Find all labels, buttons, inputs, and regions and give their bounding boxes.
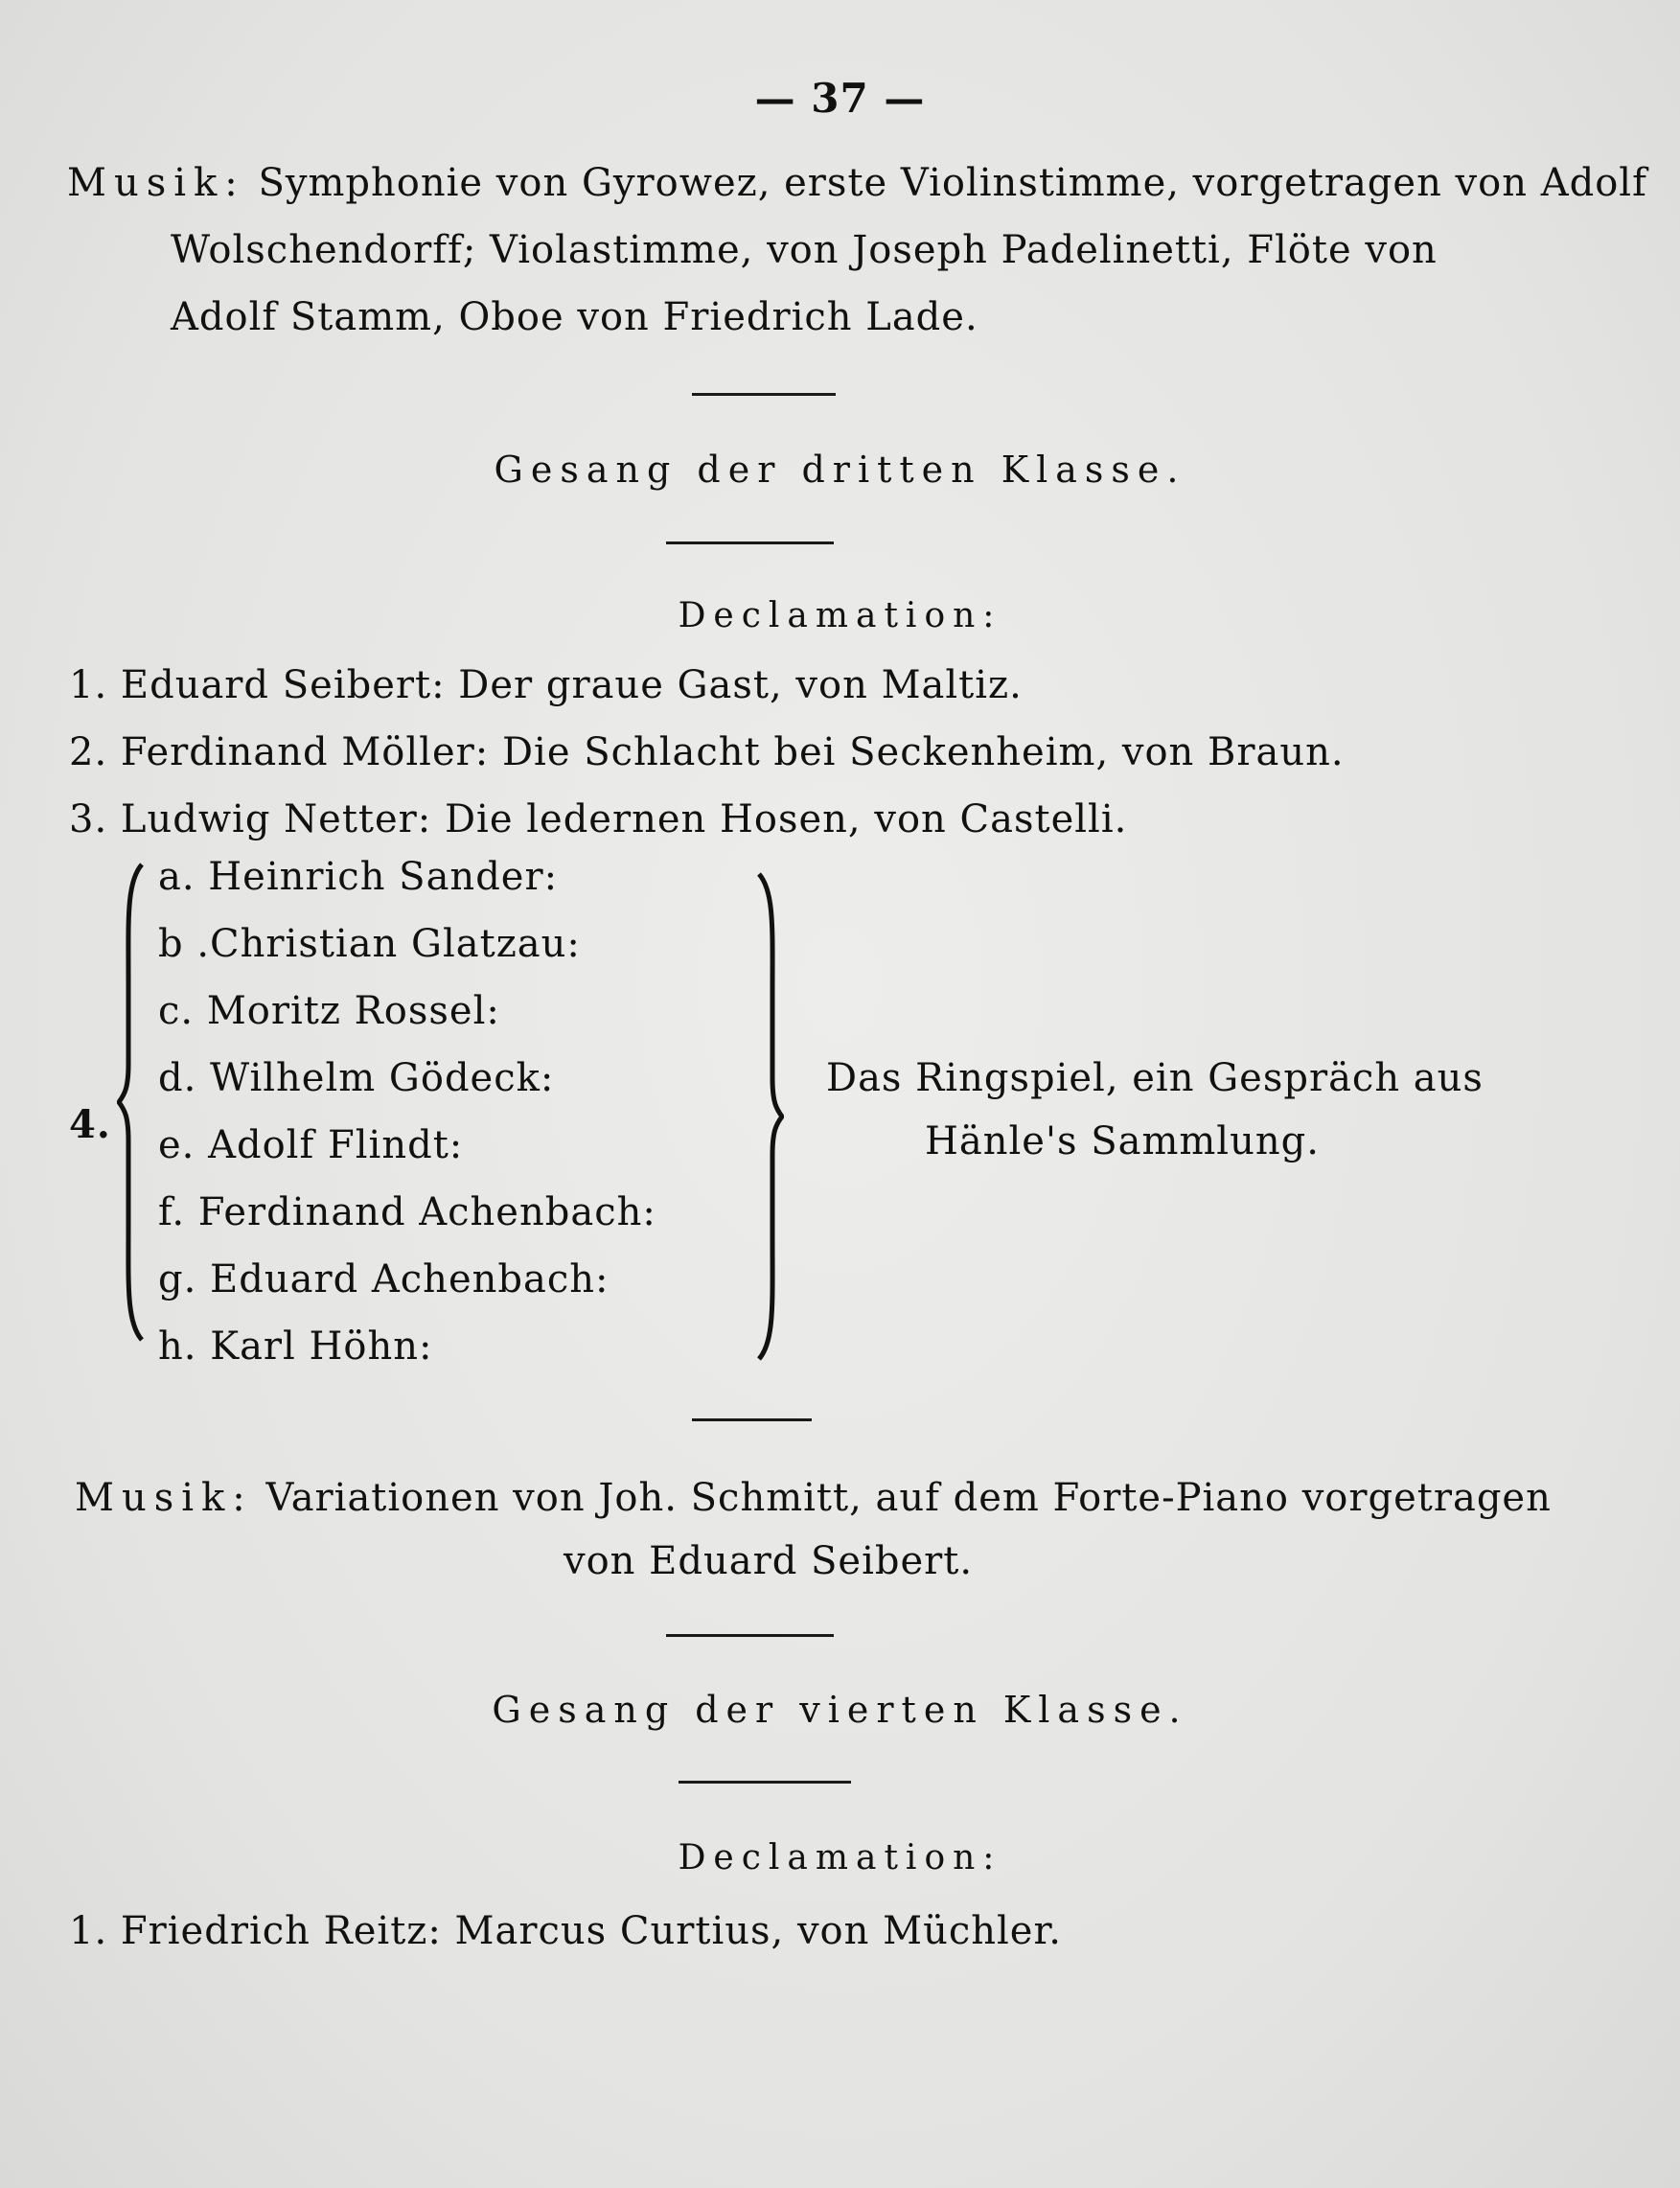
- participant-name: g. Eduard Achenbach:: [158, 1257, 610, 1301]
- declamation-title: Declamation:: [678, 1838, 1002, 1877]
- music2-line2: von Eduard Seibert.: [564, 1539, 974, 1583]
- participant-name: a. Heinrich Sander:: [158, 855, 559, 899]
- declamation-item: [69, 663, 1023, 707]
- item-number: 1.: [69, 1909, 108, 1953]
- declamation-item: [69, 1909, 1062, 1953]
- divider: [666, 1634, 834, 1637]
- participant-name: c. Moritz Rossel:: [158, 989, 500, 1033]
- item-number: 2.: [69, 730, 108, 774]
- page-number: — 37 —: [754, 75, 926, 122]
- music1-line1: [67, 161, 1647, 205]
- music1-line3: Adolf Stamm, Oboe von Friedrich Lade.: [171, 295, 978, 339]
- item-text: Friedrich Reitz: Marcus Curtius, von Müchler.: [120, 1909, 1062, 1953]
- piece-title-line1: Das Ringspiel, ein Gespräch aus: [826, 1056, 1484, 1100]
- left-brace: [117, 863, 146, 1342]
- participant-name: f. Ferdinand Achenbach:: [158, 1190, 656, 1234]
- group-number: 4.: [69, 1102, 111, 1147]
- declamation-item: [69, 730, 1345, 774]
- music1-text-1: Symphonie von Gyrowez, erste Violinstimme, vorgetragen von Adolf: [258, 161, 1647, 205]
- divider: [692, 1418, 812, 1421]
- participant-name: e. Adolf Flindt:: [158, 1123, 464, 1167]
- participant-name: d. Wilhelm Gödeck:: [158, 1056, 555, 1100]
- right-brace: [755, 872, 784, 1361]
- item-text: Ferdinand Möller: Die Schlacht bei Seckenheim, von Braun.: [120, 730, 1345, 774]
- divider: [692, 393, 836, 396]
- music-label: Musik:: [75, 1476, 253, 1520]
- participant-name: b .Christian Glatzau:: [158, 922, 581, 966]
- declamation-item: [69, 797, 1127, 841]
- section-heading-fourth-class: Gesang der vierten Klasse.: [492, 1689, 1188, 1731]
- music2-line1: [75, 1476, 1552, 1520]
- divider: [666, 541, 834, 544]
- section-heading-third-class: Gesang der dritten Klasse.: [494, 449, 1186, 491]
- item-text: Ludwig Netter: Die ledernen Hosen, von Castelli.: [120, 797, 1128, 841]
- item-number: 1.: [69, 663, 108, 707]
- music1-line2: Wolschendorff; Violastimme, von Joseph Padelinetti, Flöte von: [171, 228, 1438, 272]
- declamation-title: Declamation:: [678, 596, 1002, 635]
- item-number: 3.: [69, 797, 108, 841]
- piece-title-line2: Hänle's Sammlung.: [925, 1119, 1320, 1163]
- item-text: Eduard Seibert: Der graue Gast, von Maltiz.: [120, 663, 1023, 707]
- participant-name: h. Karl Höhn:: [158, 1324, 433, 1369]
- music2-text-1: Variationen von Joh. Schmitt, auf dem Forte-Piano vorgetragen: [265, 1476, 1552, 1520]
- divider: [679, 1781, 851, 1784]
- music-label: Musik:: [67, 161, 245, 205]
